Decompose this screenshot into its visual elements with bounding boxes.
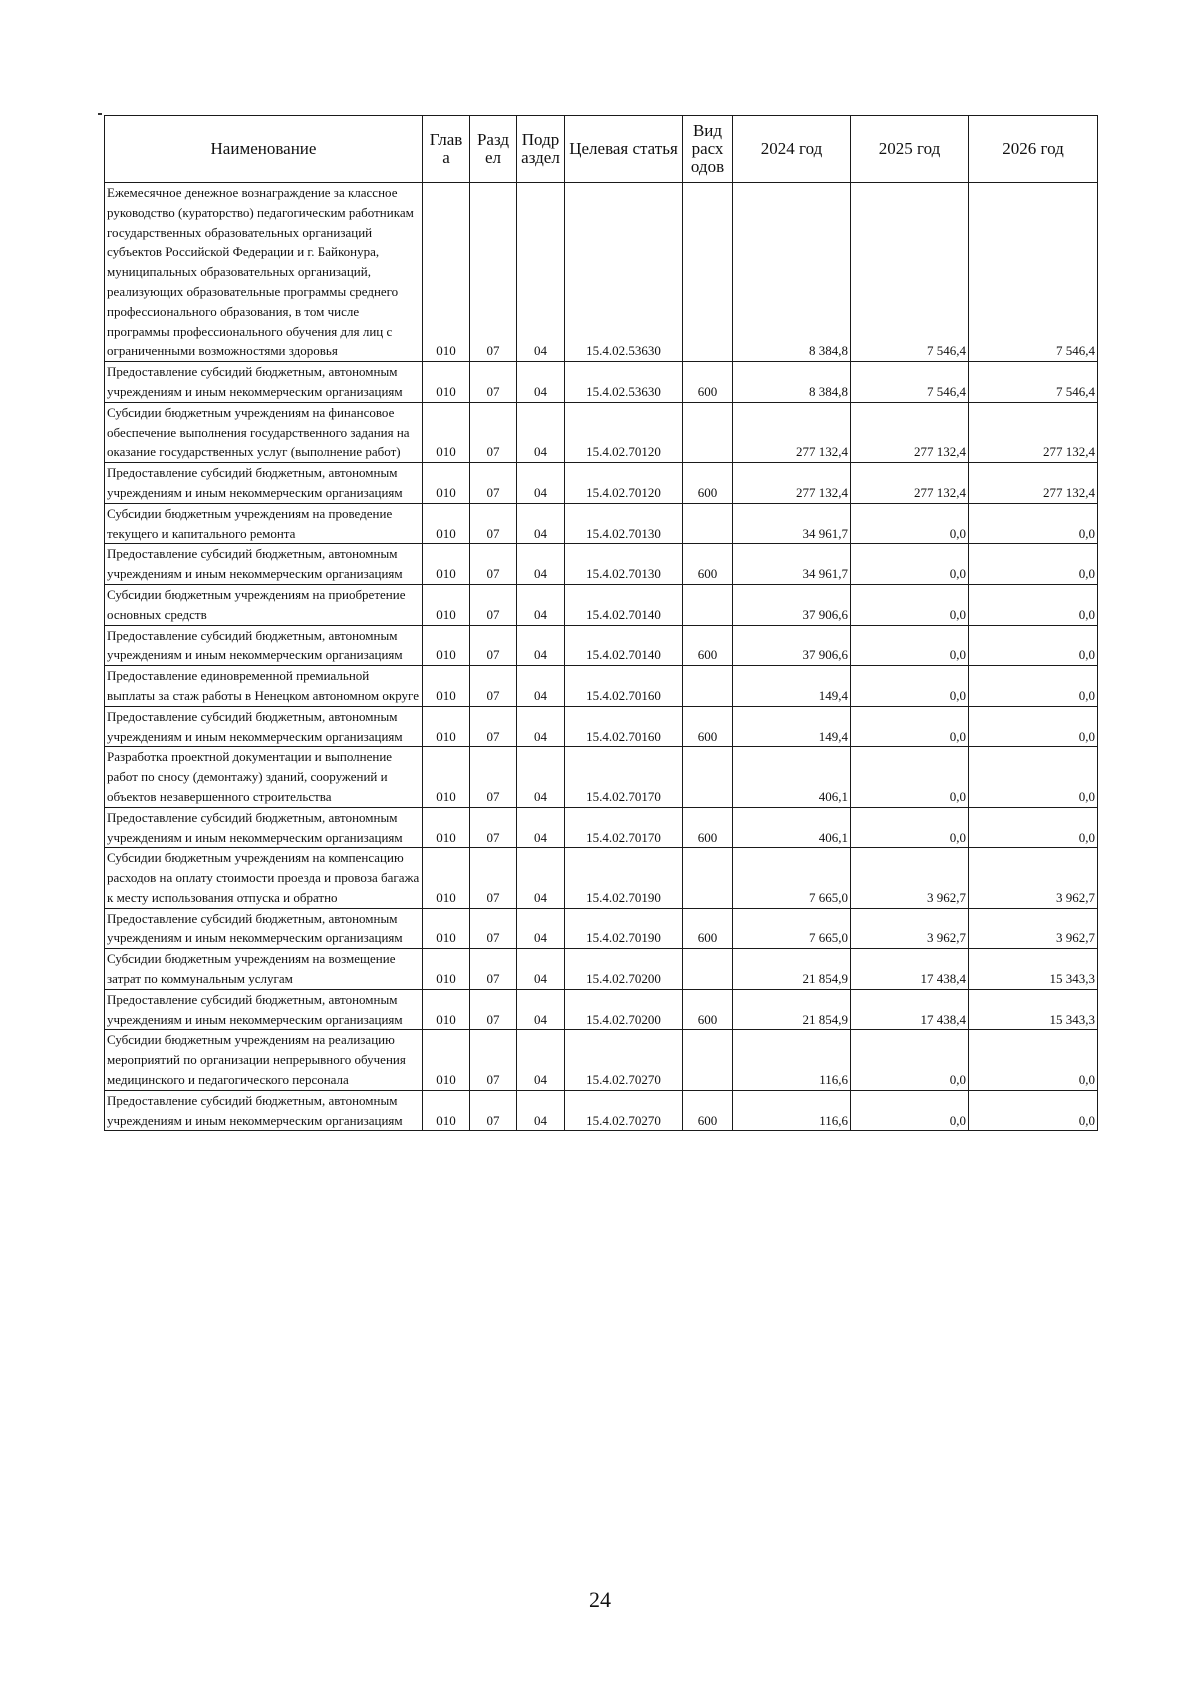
row-target-article: 15.4.02.70170 <box>565 747 683 807</box>
row-podrazdel: 04 <box>517 949 565 990</box>
row-target-article: 15.4.02.70190 <box>565 908 683 949</box>
row-name: Предоставление субсидий бюджетным, автономным учреждениям и иным некоммерческим организациям <box>105 362 423 403</box>
table-row <box>105 706 1098 747</box>
row-razdel: 07 <box>470 908 517 949</box>
row-name: Субсидии бюджетным учреждениям на реализацию мероприятий по организации непрерывного обучения медицинского и педагогического персонала <box>105 1030 423 1090</box>
row-razdel: 07 <box>470 183 517 362</box>
table-row <box>105 362 1098 403</box>
table-row <box>105 584 1098 625</box>
row-value-2025: 0,0 <box>851 544 969 585</box>
table-row <box>105 807 1098 848</box>
row-value-2024: 8 384,8 <box>733 183 851 362</box>
row-razdel: 07 <box>470 1030 517 1090</box>
row-target-article: 15.4.02.70130 <box>565 544 683 585</box>
row-glava: 010 <box>423 666 470 707</box>
row-value-2026: 0,0 <box>969 807 1098 848</box>
row-value-2026: 7 546,4 <box>969 183 1098 362</box>
row-target-article: 15.4.02.70160 <box>565 666 683 707</box>
row-name: Субсидии бюджетным учреждениям на приобретение основных средств <box>105 584 423 625</box>
row-value-2025: 0,0 <box>851 625 969 666</box>
table-row <box>105 1030 1098 1090</box>
row-value-2024: 21 854,9 <box>733 949 851 990</box>
row-value-2026: 0,0 <box>969 1090 1098 1131</box>
row-expense-type: 600 <box>683 625 733 666</box>
row-value-2024: 149,4 <box>733 706 851 747</box>
row-target-article: 15.4.02.70200 <box>565 949 683 990</box>
table-header-row <box>105 116 1098 183</box>
row-expense-type <box>683 402 733 462</box>
table-row <box>105 848 1098 908</box>
row-podrazdel: 04 <box>517 362 565 403</box>
row-expense-type: 600 <box>683 544 733 585</box>
row-glava: 010 <box>423 1030 470 1090</box>
budget-document <box>104 115 1098 1131</box>
row-value-2026: 3 962,7 <box>969 908 1098 949</box>
row-razdel: 07 <box>470 503 517 544</box>
row-value-2025: 0,0 <box>851 503 969 544</box>
row-podrazdel: 04 <box>517 848 565 908</box>
table-row <box>105 949 1098 990</box>
row-target-article: 15.4.02.70160 <box>565 706 683 747</box>
row-value-2024: 116,6 <box>733 1030 851 1090</box>
row-value-2026: 0,0 <box>969 666 1098 707</box>
row-podrazdel: 04 <box>517 908 565 949</box>
row-expense-type: 600 <box>683 908 733 949</box>
row-expense-type: 600 <box>683 463 733 504</box>
row-target-article: 15.4.02.53630 <box>565 183 683 362</box>
row-razdel: 07 <box>470 1090 517 1131</box>
table-row <box>105 183 1098 362</box>
row-razdel: 07 <box>470 989 517 1030</box>
row-value-2024: 37 906,6 <box>733 584 851 625</box>
row-razdel: 07 <box>470 584 517 625</box>
row-value-2026: 277 132,4 <box>969 402 1098 462</box>
row-glava: 010 <box>423 706 470 747</box>
row-razdel: 07 <box>470 544 517 585</box>
row-razdel: 07 <box>470 362 517 403</box>
row-value-2026: 0,0 <box>969 747 1098 807</box>
row-podrazdel: 04 <box>517 463 565 504</box>
row-expense-type <box>683 1030 733 1090</box>
row-podrazdel: 04 <box>517 989 565 1030</box>
table-row <box>105 463 1098 504</box>
header-razdel: Разд ел <box>470 116 517 183</box>
row-target-article: 15.4.02.70190 <box>565 848 683 908</box>
row-value-2025: 0,0 <box>851 666 969 707</box>
row-target-article: 15.4.02.70140 <box>565 584 683 625</box>
row-expense-type: 600 <box>683 706 733 747</box>
row-glava: 010 <box>423 848 470 908</box>
row-value-2024: 116,6 <box>733 1090 851 1131</box>
row-glava: 010 <box>423 402 470 462</box>
row-target-article: 15.4.02.70170 <box>565 807 683 848</box>
row-name: Предоставление субсидий бюджетным, автономным учреждениям и иным некоммерческим организациям <box>105 989 423 1030</box>
row-value-2025: 277 132,4 <box>851 463 969 504</box>
row-value-2026: 7 546,4 <box>969 362 1098 403</box>
row-target-article: 15.4.02.53630 <box>565 362 683 403</box>
row-target-article: 15.4.02.70270 <box>565 1030 683 1090</box>
row-expense-type <box>683 666 733 707</box>
row-target-article: 15.4.02.70270 <box>565 1090 683 1131</box>
row-value-2025: 0,0 <box>851 807 969 848</box>
row-name: Предоставление субсидий бюджетным, автономным учреждениям и иным некоммерческим организациям <box>105 463 423 504</box>
table-row <box>105 544 1098 585</box>
row-podrazdel: 04 <box>517 666 565 707</box>
row-glava: 010 <box>423 544 470 585</box>
header-year-2026: 2026 год <box>969 116 1098 183</box>
row-glava: 010 <box>423 908 470 949</box>
row-podrazdel: 04 <box>517 625 565 666</box>
row-value-2024: 7 665,0 <box>733 908 851 949</box>
row-target-article: 15.4.02.70200 <box>565 989 683 1030</box>
row-value-2025: 17 438,4 <box>851 989 969 1030</box>
row-value-2026: 0,0 <box>969 544 1098 585</box>
row-expense-type: 600 <box>683 807 733 848</box>
table-row <box>105 989 1098 1030</box>
header-year-2024: 2024 год <box>733 116 851 183</box>
row-razdel: 07 <box>470 402 517 462</box>
row-expense-type: 600 <box>683 989 733 1030</box>
table-row <box>105 1090 1098 1131</box>
row-value-2024: 37 906,6 <box>733 625 851 666</box>
row-value-2026: 15 343,3 <box>969 949 1098 990</box>
scan-mark <box>98 113 102 115</box>
row-razdel: 07 <box>470 625 517 666</box>
row-name: Предоставление субсидий бюджетным, автономным учреждениям и иным некоммерческим организациям <box>105 625 423 666</box>
row-expense-type: 600 <box>683 1090 733 1131</box>
row-value-2026: 0,0 <box>969 706 1098 747</box>
row-expense-type <box>683 183 733 362</box>
row-value-2024: 21 854,9 <box>733 989 851 1030</box>
header-year-2025: 2025 год <box>851 116 969 183</box>
row-name: Предоставление субсидий бюджетным, автономным учреждениям и иным некоммерческим организациям <box>105 1090 423 1131</box>
row-value-2025: 0,0 <box>851 747 969 807</box>
row-name: Предоставление субсидий бюджетным, автономным учреждениям и иным некоммерческим организациям <box>105 908 423 949</box>
table-row <box>105 402 1098 462</box>
row-glava: 010 <box>423 503 470 544</box>
row-name: Субсидии бюджетным учреждениям на возмещение затрат по коммунальным услугам <box>105 949 423 990</box>
row-glava: 010 <box>423 625 470 666</box>
row-value-2025: 277 132,4 <box>851 402 969 462</box>
row-target-article: 15.4.02.70120 <box>565 402 683 462</box>
budget-table <box>104 115 1098 1131</box>
table-row <box>105 747 1098 807</box>
page-number: 24 <box>589 1587 611 1612</box>
row-glava: 010 <box>423 463 470 504</box>
row-value-2025: 0,0 <box>851 1030 969 1090</box>
row-razdel: 07 <box>470 706 517 747</box>
header-name: Наименование <box>105 116 423 183</box>
row-value-2024: 277 132,4 <box>733 463 851 504</box>
row-value-2025: 7 546,4 <box>851 362 969 403</box>
row-razdel: 07 <box>470 807 517 848</box>
row-podrazdel: 04 <box>517 1090 565 1131</box>
row-podrazdel: 04 <box>517 544 565 585</box>
row-value-2024: 406,1 <box>733 747 851 807</box>
header-glava: Глав а <box>423 116 470 183</box>
row-razdel: 07 <box>470 463 517 504</box>
table-row <box>105 503 1098 544</box>
table-row <box>105 625 1098 666</box>
row-expense-type <box>683 848 733 908</box>
row-value-2026: 0,0 <box>969 584 1098 625</box>
row-name: Предоставление субсидий бюджетным, автономным учреждениям и иным некоммерческим организациям <box>105 544 423 585</box>
row-value-2026: 277 132,4 <box>969 463 1098 504</box>
row-value-2025: 3 962,7 <box>851 908 969 949</box>
row-name: Предоставление субсидий бюджетным, автономным учреждениям и иным некоммерческим организациям <box>105 706 423 747</box>
row-podrazdel: 04 <box>517 1030 565 1090</box>
row-razdel: 07 <box>470 666 517 707</box>
row-name: Субсидии бюджетным учреждениям на финансовое обеспечение выполнения государственного задания на оказание государственных услуг (выполнение работ) <box>105 402 423 462</box>
row-value-2024: 34 961,7 <box>733 544 851 585</box>
row-expense-type <box>683 584 733 625</box>
row-value-2024: 8 384,8 <box>733 362 851 403</box>
row-value-2025: 0,0 <box>851 584 969 625</box>
row-razdel: 07 <box>470 747 517 807</box>
header-target-article: Целевая статья <box>565 116 683 183</box>
row-value-2026: 0,0 <box>969 503 1098 544</box>
row-podrazdel: 04 <box>517 747 565 807</box>
table-row <box>105 666 1098 707</box>
row-value-2024: 7 665,0 <box>733 848 851 908</box>
row-value-2026: 0,0 <box>969 625 1098 666</box>
row-value-2025: 0,0 <box>851 1090 969 1131</box>
header-podrazdel: Подр аздел <box>517 116 565 183</box>
row-name: Субсидии бюджетным учреждениям на проведение текущего и капитального ремонта <box>105 503 423 544</box>
row-name: Ежемесячное денежное вознаграждение за классное руководство (кураторство) педагогическим работникам государственных образовательных организаций субъектов Российской Федерации и г. Байконура, муниципальных образовательных организаций, реализующих образовательные программы среднего профессионального образования, в том числе программы профессионального обучения для лиц с ограниченными возможностями здоровья <box>105 183 423 362</box>
row-glava: 010 <box>423 1090 470 1131</box>
row-expense-type <box>683 747 733 807</box>
row-value-2025: 3 962,7 <box>851 848 969 908</box>
row-podrazdel: 04 <box>517 402 565 462</box>
row-value-2025: 17 438,4 <box>851 949 969 990</box>
row-podrazdel: 04 <box>517 807 565 848</box>
row-value-2024: 149,4 <box>733 666 851 707</box>
row-name: Разработка проектной документации и выполнение работ по сносу (демонтажу) зданий, сооружений и объектов незавершенного строительства <box>105 747 423 807</box>
row-target-article: 15.4.02.70130 <box>565 503 683 544</box>
row-name: Предоставление субсидий бюджетным, автономным учреждениям и иным некоммерческим организациям <box>105 807 423 848</box>
header-expense-type: Вид расх одов <box>683 116 733 183</box>
row-glava: 010 <box>423 989 470 1030</box>
row-expense-type <box>683 949 733 990</box>
row-value-2025: 7 546,4 <box>851 183 969 362</box>
row-podrazdel: 04 <box>517 706 565 747</box>
row-glava: 010 <box>423 584 470 625</box>
row-value-2025: 0,0 <box>851 706 969 747</box>
row-name: Предоставление единовременной премиальной выплаты за стаж работы в Ненецком автономном округе <box>105 666 423 707</box>
row-glava: 010 <box>423 362 470 403</box>
row-expense-type <box>683 503 733 544</box>
row-glava: 010 <box>423 807 470 848</box>
row-value-2024: 34 961,7 <box>733 503 851 544</box>
row-glava: 010 <box>423 183 470 362</box>
row-value-2026: 0,0 <box>969 1030 1098 1090</box>
row-podrazdel: 04 <box>517 183 565 362</box>
row-razdel: 07 <box>470 848 517 908</box>
row-podrazdel: 04 <box>517 584 565 625</box>
row-glava: 010 <box>423 949 470 990</box>
row-value-2024: 277 132,4 <box>733 402 851 462</box>
table-row <box>105 908 1098 949</box>
row-value-2026: 3 962,7 <box>969 848 1098 908</box>
row-expense-type: 600 <box>683 362 733 403</box>
row-podrazdel: 04 <box>517 503 565 544</box>
row-value-2026: 15 343,3 <box>969 989 1098 1030</box>
row-target-article: 15.4.02.70140 <box>565 625 683 666</box>
row-razdel: 07 <box>470 949 517 990</box>
row-glava: 010 <box>423 747 470 807</box>
row-name: Субсидии бюджетным учреждениям на компенсацию расходов на оплату стоимости проезда и провоза багажа к месту использования отпуска и обратно <box>105 848 423 908</box>
row-target-article: 15.4.02.70120 <box>565 463 683 504</box>
row-value-2024: 406,1 <box>733 807 851 848</box>
